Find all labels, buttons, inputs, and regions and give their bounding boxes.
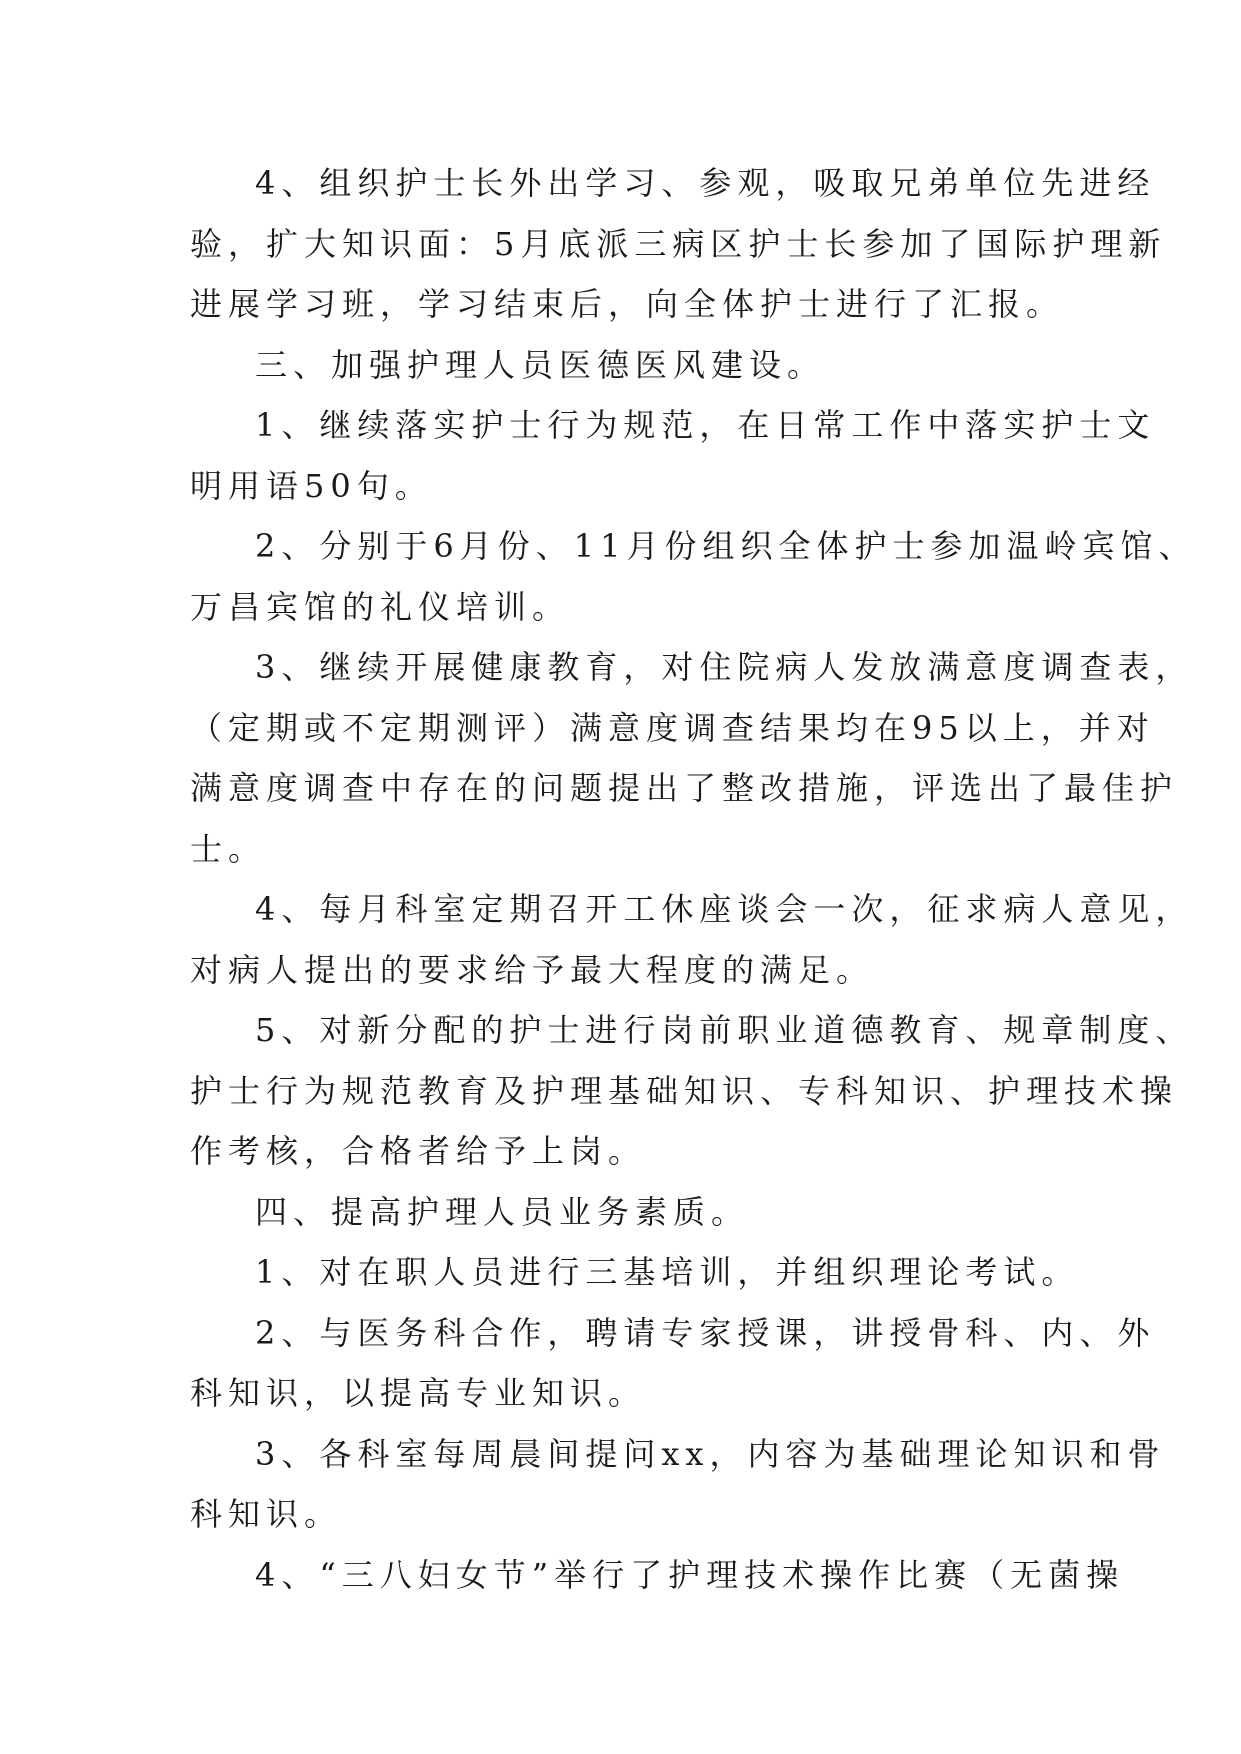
text-line: 对病人提出的要求给予最大程度的满足。 (190, 950, 875, 989)
text-line: 4、组织护士长外出学习、参观，吸取兄弟单位先进经 (255, 164, 1156, 202)
text-line: 3、继续开展健康教育，对住院病人发放满意度调查表， (255, 648, 1194, 686)
text-line: （定期或不定期测评）满意度调查结果均在95以上，并对 (190, 708, 1155, 747)
section-heading: 四、提高护理人员业务素质。 (255, 1192, 750, 1231)
text-line: 士。 (190, 829, 267, 868)
text-line: 作考核，合格者给予上岗。 (190, 1132, 647, 1170)
text-line: 1、继续落实护士行为规范，在日常工作中落实护士文 (255, 406, 1156, 444)
text-line: 1、对在职人员进行三基培训，并组织理论考试。 (255, 1253, 1080, 1291)
text-line: 4、每月科室定期召开工休座谈会一次，征求病人意见， (255, 890, 1194, 928)
text-line: 2、与医务科合作，聘请专家授课，讲授骨科、内、外 (255, 1313, 1156, 1352)
text-line: 满意度调查中存在的问题提出了整改措施，评选出了最佳护 (190, 769, 1179, 807)
text-line: 2、分别于6月份、11月份组织全体护士参加温岭宾馆、 (255, 527, 1197, 565)
text-line: 进展学习班，学习结束后，向全体护士进行了汇报。 (190, 285, 1065, 323)
text-line: 科知识。 (190, 1495, 343, 1533)
body-text (190, 153, 1197, 1605)
text-line: 4、“三八妇女节”举行了护理技术操作比赛（无菌操 (255, 1555, 1125, 1594)
text-line: 科知识，以提高专业知识。 (190, 1374, 647, 1412)
text-line: 万昌宾馆的礼仪培训。 (190, 587, 571, 626)
section-heading: 三、加强护理人员医德医风建设。 (255, 345, 826, 384)
text-line: 5、对新分配的护士进行岗前职业道德教育、规章制度、 (255, 1011, 1194, 1049)
text-line: 验，扩大知识面：5月底派三病区护士长参加了国际护理新 (190, 224, 1167, 263)
text-line: 3、各科室每周晨间提问xx，内容为基础理论知识和骨 (255, 1434, 1166, 1473)
text-line: 护士行为规范教育及护理基础知识、专科知识、护理技术操 (190, 1071, 1179, 1110)
text-line: 明用语50句。 (190, 466, 433, 505)
